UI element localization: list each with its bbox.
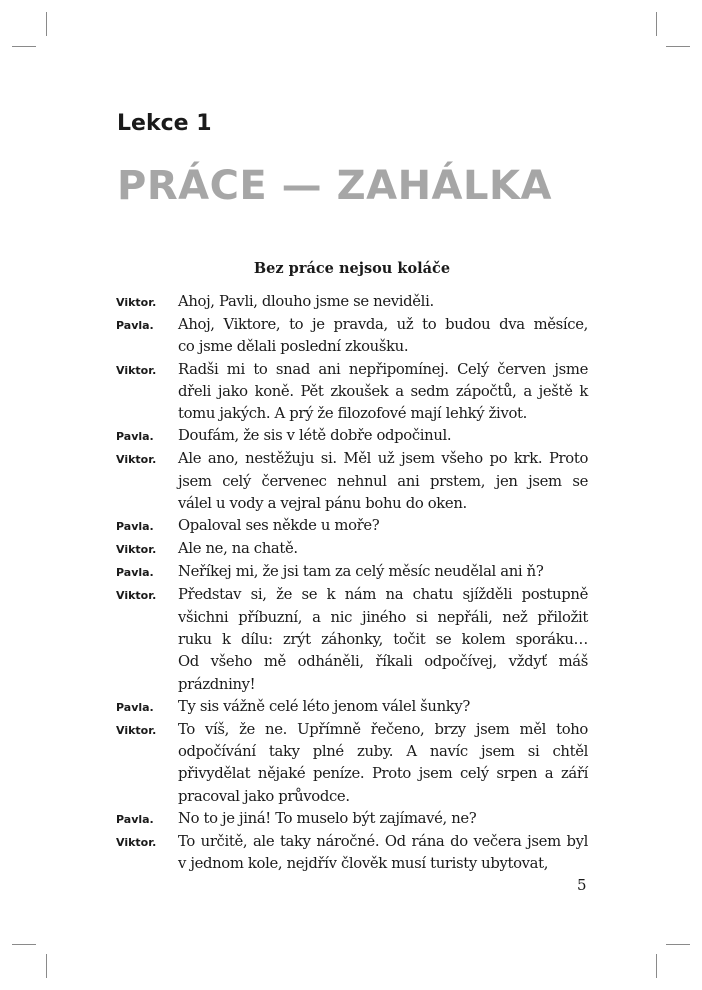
crop-mark — [656, 954, 657, 978]
speaker-name: Pavla. — [116, 430, 154, 444]
speaker-name: Viktor. — [116, 453, 157, 467]
speech-line: Ahoj, Viktore, to je pravda, už to budou dva měsíce, — [178, 316, 588, 333]
crop-mark — [46, 12, 47, 36]
dialogue-turn — [116, 448, 588, 515]
dialogue-turn — [116, 515, 588, 538]
speech-line: No to je jiná! To muselo být zajímavé, ne? — [178, 810, 477, 828]
section-subtitle: Bez práce nejsou koláče — [253, 260, 451, 277]
speech-text — [178, 808, 588, 830]
speech-line: Ale ne, na chatě. — [178, 540, 298, 558]
speech-line: přivydělat nějaké peníze. Proto jsem celý srpen a září — [178, 765, 588, 783]
dialogue-turn — [116, 561, 588, 584]
speech-line: dřeli jako koně. Pět zkoušek a sedm zápočtů, a ještě k — [178, 382, 588, 400]
speech-text — [178, 291, 588, 313]
speech-line: Představ si, že se k nám na chatu sjížděli postupně — [178, 586, 588, 604]
speech-line: ruku k dílu: zrýt záhonky, točit se kolem sporáku… — [178, 630, 588, 648]
speech-line: Ahoj, Pavli, dlouho jsme se neviděli. — [178, 293, 434, 310]
page-title: PRÁCE — ZAHÁLKA — [117, 163, 552, 209]
speech-text — [178, 831, 588, 876]
page-number: 5 — [577, 876, 587, 894]
crop-mark — [12, 944, 36, 945]
speech-line: všichni příbuzní, a nic jiného si nepřáli, než přiložit — [178, 608, 588, 626]
speech-text — [178, 696, 588, 718]
speaker-name: Pavla. — [116, 566, 154, 580]
speech-text — [178, 425, 588, 447]
speech-line: Ty sis vážně celé léto jenom válel šunky? — [178, 697, 470, 715]
dialogue-turn — [116, 808, 588, 831]
speech-line: Opaloval ses někde u moře? — [178, 517, 380, 535]
dialogue-turn — [116, 359, 588, 426]
speaker-name: Viktor. — [116, 543, 157, 557]
speech-text — [178, 538, 588, 560]
dialogue — [116, 291, 588, 876]
speech-line: To víš, že ne. Upřímně řečeno, brzy jsem měl toho — [178, 720, 588, 738]
speech-text — [178, 584, 588, 695]
speaker-name: Viktor. — [116, 836, 157, 850]
speech-line: co jsme dělali poslední zkoušku. — [178, 338, 409, 356]
dialogue-turn — [116, 291, 588, 314]
speaker-name: Pavla. — [116, 520, 154, 534]
speaker-name: Pavla. — [116, 319, 154, 332]
crop-mark — [46, 954, 47, 978]
speech-line: jsem celý červenec nehnul ani prstem, jen jsem se — [178, 472, 588, 490]
speaker-name: Viktor. — [116, 296, 157, 309]
crop-mark — [12, 46, 36, 47]
dialogue-turn — [116, 425, 588, 448]
speaker-name: Viktor. — [116, 589, 157, 603]
speech-text — [178, 561, 588, 583]
speech-line: Od všeho mě odháněli, říkali odpočívej, vždyť máš — [178, 653, 588, 671]
speech-line: Doufám, že sis v létě dobře odpočinul. — [178, 427, 452, 445]
speech-text — [178, 448, 588, 515]
speech-text — [178, 359, 588, 426]
speech-text — [178, 515, 588, 537]
speaker-name: Viktor. — [116, 723, 157, 737]
dialogue-turn — [116, 314, 588, 359]
speech-line: prázdniny! — [178, 675, 256, 693]
speech-line: pracoval jako průvodce. — [178, 787, 350, 805]
speech-line: Neříkej mi, že jsi tam za celý měsíc neudělal ani ň? — [178, 563, 544, 581]
dialogue-turn — [116, 584, 588, 695]
speech-line: To určitě, ale taky náročné. Od rána do večera jsem byl — [178, 833, 588, 851]
speech-line: odpočívání taky plné zuby. A navíc jsem si chtěl — [178, 743, 588, 761]
speech-line: Ale ano, nestěžuju si. Měl už jsem všeho po krk. Proto — [178, 450, 588, 468]
speech-text — [178, 314, 588, 359]
dialogue-turn — [116, 696, 588, 719]
speaker-name: Viktor. — [116, 363, 157, 377]
speech-line: tomu jakých. A prý že filozofové mají lehký život. — [178, 405, 527, 423]
speech-line: Radši mi to snad ani nepřipomínej. Celý červen jsme — [178, 360, 588, 378]
dialogue-turn — [116, 538, 588, 561]
crop-mark — [656, 12, 657, 36]
speaker-name: Pavla. — [116, 813, 154, 827]
speech-line: v jednom kole, nejdřív člověk musí turisty ubytovat, — [178, 855, 549, 873]
crop-mark — [666, 944, 690, 945]
speaker-name: Pavla. — [116, 700, 154, 714]
speech-line: válel u vody a vejral pánu bohu do oken. — [178, 495, 467, 513]
speech-text — [178, 719, 588, 808]
lesson-label: Lekce 1 — [117, 111, 212, 136]
dialogue-turn — [116, 831, 588, 876]
dialogue-turn — [116, 719, 588, 808]
crop-mark — [666, 46, 690, 47]
